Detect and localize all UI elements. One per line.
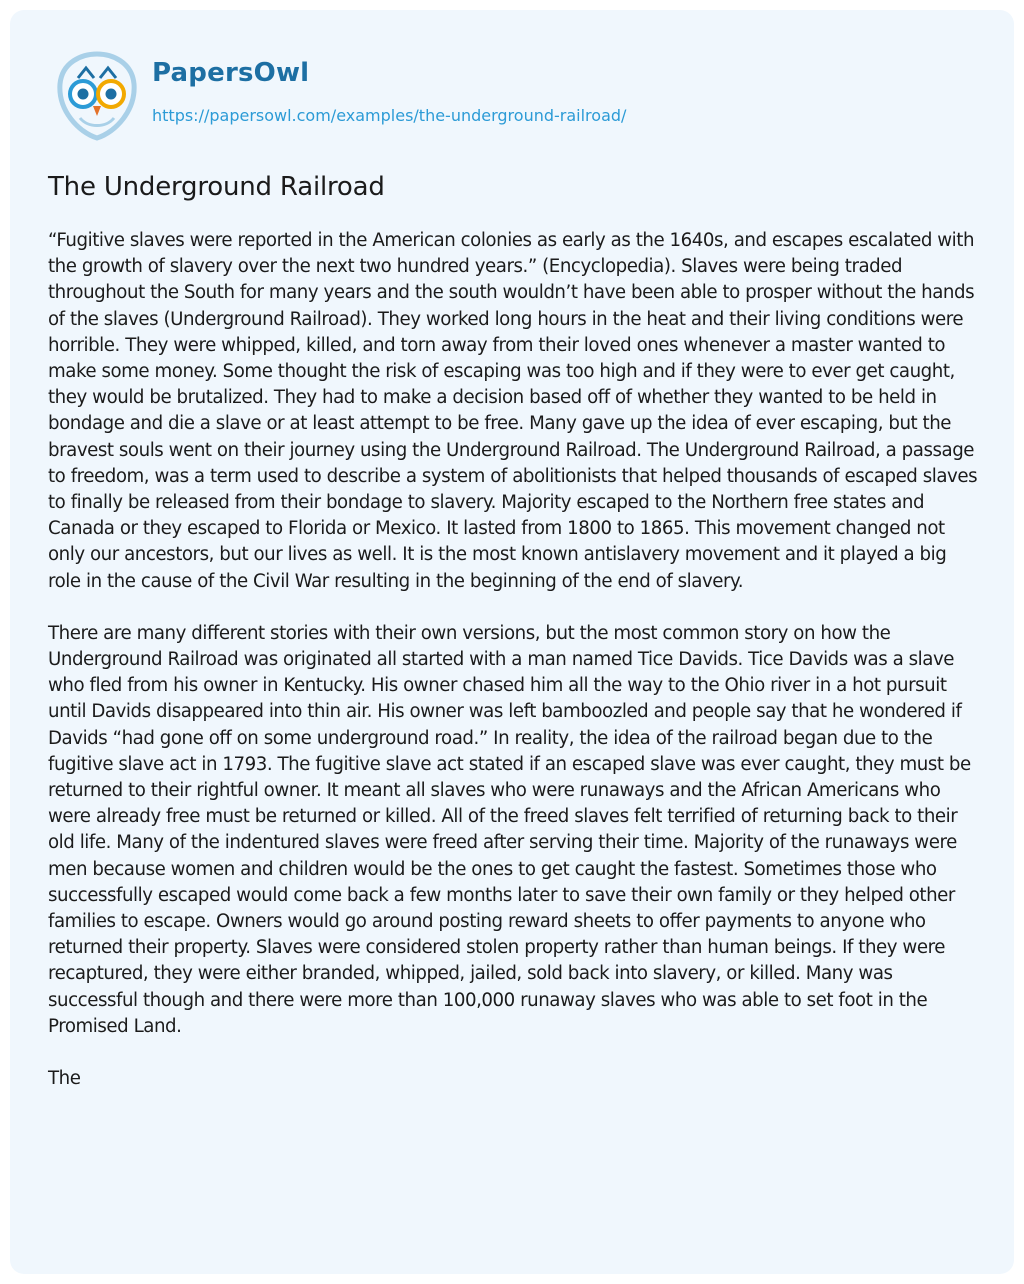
paragraph: There are many different stories with their own versions, but the most common story on how the Underground Railroad was originated all started with a man named Tice Davids. Tice Davids was a slave who fled from his owner in Kentucky. His owner chased him all the way to the Ohio river in a hot pursuit until Davids disappeared into thin air. His owner was left bamboozled and people say that he wondered if Davids “had gone off on some underground road.” In reality, the idea of the railroad began due to the fugitive slave act in 1793. The fugitive slave act stated if an escaped slave was ever caught, they must be returned to their rightful owner. It meant all slaves who were runaways and the African Americans who were already free must be returned or killed. All of the freed slaves felt terrified of returning back to their old life. Many of the indentured slaves were freed after serving their time. Majority of the runaways were men because women and children would be the ones to get caught the fastest. Sometimes those who successfully escaped would come back a few months later to save their own family or they helped other families to escape. Owners would go around posting reward sheets to offer payments to anyone who returned their property. Slaves were considered stolen property rather than human beings. If they were recaptured, they were either branded, whipped, jailed, sold back into slavery, or killed. Many was successful though and there were more than 100,000 runaway slaves who was able to set foot in the Promised Land. [48,622,971,1037]
brand-name[interactable]: PapersOwl [152,58,310,88]
owl-logo-icon [50,48,144,142]
paragraph: “Fugitive slaves were reported in the American colonies as early as the 1640s, and escapes escalated with the growth of slavery over the next two hundred years.” (Encyclopedia). Slaves were being traded throughout the South for many years and the south wouldn’t have been able to prosper without the hands of the slaves (Underground Railroad). They worked long hours in the heat and their living conditions were horrible. They were whipped, killed, and torn away from their loved ones whenever a master wanted to make some money. Some thought the risk of escaping was too high and if they were to ever get caught, they would be brutalized. They had to make a decision based off of whether they wanted to be held in bondage and die a slave or at least attempt to be free. Many gave up the idea of ever escaping, but the bravest souls went on their journey using the Underground Railroad. The Underground Railroad, a passage to freedom, was a term used to describe a system of abolitionists that helped thousands of escaped slaves to finally be released from their bondage to slavery. Majority escaped to the Northern free states and Canada or they escaped to Florida or Mexico. It lasted from 1800 to 1865. This movement changed not only our ancestors, but our lives as well. It is the most known antislavery movement and it played a big role in the cause of the Civil War resulting in the beginning of the end of slavery. [48,230,978,592]
article-title: The Underground Railroad [48,172,385,202]
source-url-link[interactable]: https://papersowl.com/examples/the-underground-railroad/ [152,106,627,125]
paragraph: The [48,1068,81,1090]
article-body [48,228,984,1118]
document-card [10,10,1014,1274]
site-header [50,48,990,148]
